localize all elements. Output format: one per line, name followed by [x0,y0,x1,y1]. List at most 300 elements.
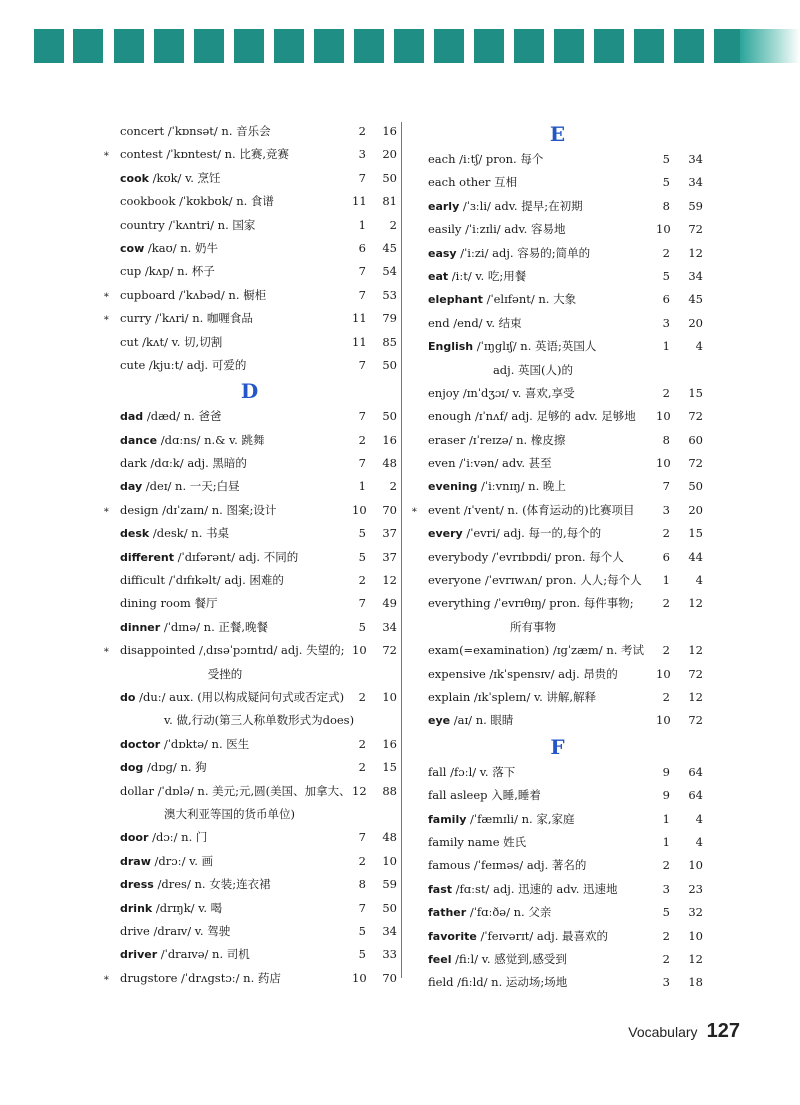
headword: dog [120,761,144,775]
page-ref: 50 [688,479,703,494]
headword: famous [428,858,471,873]
page-ref: 37 [382,526,397,541]
headword: desk [120,527,150,541]
definition: /ɪˈnʌf/ adj. 足够的 adv. 足够地 [471,409,636,424]
page-ref: 12 [382,573,397,588]
definition: /ˈdɒktə/ n. 医生 [160,736,250,751]
vocab-entry [112,826,397,849]
unit-number: 1 [662,339,670,354]
unit-number: 6 [662,549,670,564]
definition: /fɔːl/ v. 落下 [446,764,516,779]
entry-text [428,312,522,335]
definition: /ˌdɪsəˈpɔɪntɪd/ adj. 失望的; [195,643,345,658]
headword: doctor [120,737,161,751]
vocab-entry [103,307,397,330]
section-letter: E [549,122,566,146]
vocab-entry [112,756,397,779]
definition: /fiːld/ n. 运动场;场地 [453,975,568,990]
entry-continuation [420,616,705,639]
entry-text [120,354,246,377]
vocab-entry [420,831,705,854]
headword: design [120,502,159,517]
unit-number: 2 [358,736,366,751]
definition: /dæd/ n. 爸爸 [143,409,222,424]
headword: English [428,340,474,354]
section-letter-row [112,377,397,405]
headword: everything [428,596,491,611]
unit-number: 6 [662,292,670,307]
entry-text [120,943,250,966]
definition: /ˈiːzɪli/ adv. 容易地 [461,222,566,237]
headword: enjoy [428,385,460,400]
headword: father [428,906,467,920]
unit-number: 7 [358,900,366,915]
band-square [314,29,344,63]
vocab-entry [420,592,705,615]
unit-number: 2 [662,643,670,658]
page-ref: 12 [688,596,703,611]
unit-number: 2 [358,124,366,138]
entry-text [428,808,575,831]
entry-text [428,784,541,807]
entry-text [120,897,222,920]
unit-number: 10 [352,643,367,658]
headword: dinner [120,620,161,634]
definition: /ˈkʊkbʊk/ n. 食谱 [175,194,274,209]
vocab-entry [112,475,397,498]
unit-number: 2 [358,689,366,704]
unit-number: 3 [662,975,670,990]
entry-text [120,499,276,522]
vocab-entry [420,925,705,948]
vocab-entry [420,382,705,405]
entry-text [428,429,565,452]
vocab-entry [420,148,705,171]
page-ref: 12 [688,951,703,966]
unit-number: 7 [358,264,366,279]
definition: /ˈkʌri/ n. 咖喱食品 [151,311,253,326]
unit-number: 9 [662,764,670,779]
headword: dining room [120,596,191,611]
definition: /ˈfæmɪli/ n. 家,家庭 [466,811,575,826]
definition: /aɪ/ n. 眼睛 [450,713,514,728]
definition: /ˈfeɪməs/ adj. 著名的 [470,858,587,873]
unit-number: 10 [656,456,671,471]
page-ref: 12 [688,245,703,260]
vocab-entry [112,120,397,143]
definition: /ˈdɪfɪkəlt/ adj. 困难的 [165,573,284,588]
vocab-entry [112,592,397,615]
definition: /ˈevrɪwʌn/ pron. 人人;每个人 [481,573,642,588]
top-decorative-band [0,29,800,63]
unit-number: 1 [358,217,366,232]
definition: 互相 [490,175,518,190]
headword: evening [428,480,478,494]
headword: expensive [428,666,486,681]
page-number: 127 [706,1020,740,1042]
entry-continuation [420,359,705,382]
continuation-text: adj. 英国(人)的 [492,362,574,377]
entry-text [428,265,526,288]
vocab-entry [420,854,705,877]
page-ref: 79 [382,311,397,326]
page-ref: 10 [688,928,703,943]
page-ref: 2 [389,217,397,232]
page-ref: 50 [382,409,397,424]
band-square [114,29,144,63]
vocab-entry [112,733,397,756]
definition: /ˈiːvən/ adv. 甚至 [455,456,552,471]
vocab-entry [420,405,705,428]
page-ref: 50 [382,900,397,915]
definition: 姓氏 [499,834,527,849]
vocab-entry [112,569,397,592]
page-ref: 4 [695,339,703,354]
star-marker-icon: ∗ [103,289,110,301]
page-ref: 54 [382,264,397,279]
entry-text [428,195,583,218]
definition: /ˈdɪfərənt/ adj. 不同的 [174,549,299,564]
page-ref: 49 [382,596,397,611]
headword: different [120,550,174,564]
entry-text [120,475,240,498]
headword: elephant [428,293,483,307]
definition: /ɪnˈdʒɔɪ/ v. 喜欢,享受 [459,385,575,400]
definition: /draɪv/ v. 驾驶 [149,923,231,938]
headword: drink [120,901,153,915]
unit-number: 5 [662,152,670,166]
entry-text [120,569,284,592]
entry-text [428,639,644,662]
entry-text [428,546,624,569]
headword: easily [428,222,462,237]
vocab-entry [112,616,397,639]
entry-text [428,148,543,171]
star-marker-icon: ∗ [103,645,110,657]
definition: /dɑːk/ adj. 黑暗的 [146,456,247,471]
page-ref: 37 [382,549,397,564]
band-square [514,29,544,63]
headword: eraser [428,432,466,447]
band-square [634,29,664,63]
headword: family [428,812,467,826]
unit-number: 10 [656,713,671,728]
page-ref: 33 [382,947,397,962]
definition: /ˈfɑːðə/ n. 父亲 [466,905,552,920]
unit-number: 3 [358,147,366,162]
entry-text [428,475,566,498]
entry-text [120,522,229,545]
headword: eye [428,714,451,728]
star-marker-icon: ∗ [103,149,110,161]
continuation-text: 受挫的 [207,666,243,681]
entry-text [120,967,281,990]
page-ref: 34 [688,175,703,190]
headword: dad [120,410,144,424]
vocab-entry [411,499,705,522]
headword: end [428,315,450,330]
unit-number: 7 [358,357,366,372]
unit-number: 8 [662,198,670,213]
band-square [154,29,184,63]
entry-continuation [112,709,397,732]
headword: event [428,502,461,517]
page-ref: 72 [688,666,703,681]
unit-number: 1 [662,834,670,849]
headword: even [428,456,456,471]
entry-text [428,171,517,194]
unit-number: 5 [662,905,670,920]
definition: /ˈɜːli/ adv. 提早;在初期 [459,198,583,213]
headword: each [428,152,456,166]
definition: /ɪˈvent/ n. (体育运动的)比赛项目 [460,502,635,517]
vocab-entry [112,920,397,943]
definition: /ˈdraɪvə/ n. 司机 [157,947,250,962]
unit-number: 3 [662,315,670,330]
page-ref: 64 [688,788,703,803]
definition: /ɪkˈspleɪn/ v. 讲解,解释 [470,689,597,704]
headword: each other [428,175,491,190]
definition: /ɪˈreɪzə/ n. 橡皮擦 [465,432,566,447]
page-ref: 85 [382,334,397,349]
entry-text [428,709,513,732]
band-square [194,29,224,63]
unit-number: 5 [358,947,366,962]
headword: cup [120,264,142,279]
headword: country [120,217,165,232]
band-square [234,29,264,63]
page-ref: 70 [382,502,397,517]
page-ref: 34 [688,152,703,166]
section-letter-row [420,120,705,148]
vocab-entry [112,405,397,428]
unit-number: 10 [656,409,671,424]
vocab-entry [420,948,705,971]
vocab-entry [112,522,397,545]
vocab-entry [112,943,397,966]
unit-number: 5 [358,526,366,541]
headword: eat [428,269,449,283]
star-marker-icon: ∗ [103,504,110,516]
entry-text [120,120,271,143]
headword: favorite [428,929,477,943]
entry-text [120,405,221,428]
unit-number: 10 [656,222,671,237]
headword: fall asleep [428,788,488,803]
vocab-entry [420,639,705,662]
star-marker-icon: ∗ [411,504,418,516]
headword: day [120,480,143,494]
unit-number: 2 [358,573,366,588]
unit-number: 3 [662,881,670,896]
page-ref: 20 [688,315,703,330]
vocab-entry [112,546,397,569]
page-ref: 34 [688,268,703,283]
vocab-entry [420,808,705,831]
page-ref: 45 [382,240,397,255]
page-ref: 16 [382,736,397,751]
continuation-text: v. 做,行动(第三人称单数形式为does) [164,713,355,728]
definition: 餐厅 [190,596,218,611]
unit-number: 10 [352,502,367,517]
entry-text [428,592,634,615]
definition: /dɑːns/ n.& v. 跳舞 [157,432,265,447]
entry-text [120,143,289,166]
unit-number: 2 [662,385,670,400]
definition: /drɪŋk/ v. 喝 [152,900,223,915]
vocab-entry [420,686,705,709]
headword: curry [120,311,152,326]
definition: /duː/ aux. (用以构成疑问句式或否定式) [135,689,345,704]
page-ref: 4 [695,573,703,588]
page-ref: 15 [688,526,703,541]
page-ref: 15 [382,760,397,775]
entry-continuation [112,663,397,686]
definition: /deɪ/ n. 一天;白昼 [142,479,240,494]
vocab-entry [420,452,705,475]
vocab-entry [420,171,705,194]
entry-text [428,218,565,241]
unit-number: 2 [662,858,670,873]
star-marker-icon: ∗ [103,972,110,984]
page-ref: 48 [382,456,397,471]
vocab-entry [420,195,705,218]
vocab-entry [112,686,397,709]
vocab-entry [112,780,397,803]
vocab-entry [420,475,705,498]
vocab-entry [112,850,397,873]
entry-text [120,756,207,779]
unit-number: 6 [358,240,366,255]
vocab-entry [103,143,397,166]
unit-number: 9 [662,788,670,803]
vocab-entry [420,784,705,807]
band-square [274,29,304,63]
definition: /fiːl/ v. 感觉到,感受到 [451,951,567,966]
unit-number: 2 [662,526,670,541]
entry-text [428,761,515,784]
unit-number: 7 [358,409,366,424]
page-ref: 59 [688,198,703,213]
definition: /ˈkɒnsət/ n. 音乐会 [164,124,271,138]
vocab-entry [112,873,397,896]
page-ref: 53 [382,287,397,302]
band-square [394,29,424,63]
unit-number: 11 [352,194,367,209]
entry-text [120,733,249,756]
page-ref: 88 [382,783,397,798]
unit-number: 7 [358,287,366,302]
vocab-entry [112,167,397,190]
headword: everyone [428,573,482,588]
vocab-entry [420,971,705,994]
definition: /ˈdɪnə/ n. 正餐,晚餐 [160,619,269,634]
entry-text [120,826,207,849]
continuation-text: 所有事物 [510,619,556,634]
entry-text [120,307,253,330]
headword: easy [428,246,457,260]
unit-number: 5 [662,175,670,190]
unit-number: 7 [358,456,366,471]
vocab-entry [112,331,397,354]
headword: field [428,975,454,990]
band-square [674,29,704,63]
entry-text [428,971,567,994]
headword: dark [120,456,147,471]
entry-continuation [112,803,397,826]
headword: dollar [120,783,154,798]
entry-text [120,850,213,873]
entry-text [428,878,618,901]
vocab-entry [420,312,705,335]
vocab-entry [420,569,705,592]
headword: cow [120,241,145,255]
headword: do [120,690,136,704]
unit-number: 10 [352,970,367,985]
definition: /kʊk/ v. 烹饪 [148,170,221,185]
page-ref: 10 [382,689,397,704]
band-square [594,29,624,63]
page-ref: 18 [688,975,703,990]
page-ref: 44 [688,549,703,564]
entry-text [120,616,268,639]
page-ref: 72 [688,222,703,237]
definition: /ˈiːzi/ adj. 容易的;简单的 [456,245,591,260]
headword: fall [428,764,447,779]
page-ref: 60 [688,432,703,447]
page-ref: 4 [695,834,703,849]
vocab-entry [112,429,397,452]
entry-text [120,780,351,803]
page-ref: 45 [688,292,703,307]
vocab-entry [420,709,705,732]
entry-text [120,214,255,237]
entry-text [428,288,576,311]
entry-text [120,639,344,662]
definition: /ɪkˈspensɪv/ adj. 昂贵的 [485,666,618,681]
left-column [103,120,397,990]
page-ref: 34 [382,619,397,634]
headword: cook [120,171,149,185]
headword: cookbook [120,194,176,209]
headword: drugstore [120,970,178,985]
unit-number: 1 [662,573,670,588]
unit-number: 3 [662,502,670,517]
footer-label: Vocabulary [628,1024,698,1040]
headword: early [428,199,460,213]
headword: exam [428,643,460,658]
page-ref: 81 [382,194,397,209]
entry-text [120,873,271,896]
vocab-entry [420,288,705,311]
definition: /dɒg/ n. 狗 [143,760,207,775]
headword: contest [120,147,163,162]
definition: /ˈevri/ adj. 每一的,每个的 [462,526,602,541]
vocab-entry [103,967,397,990]
vocab-entry [420,878,705,901]
unit-number: 7 [358,170,366,185]
page-ref: 34 [382,923,397,938]
definition: /ˈdrʌgstɔː/ n. 药店 [177,970,281,985]
vocab-entry [112,237,397,260]
definition: /ˈɪŋglɪʃ/ n. 英语;英国人 [473,339,597,354]
page-ref: 59 [382,877,397,892]
headword: cute [120,357,146,372]
headword: cut [120,334,139,349]
unit-number: 5 [358,549,366,564]
page-ref: 70 [382,970,397,985]
definition: /dɔː/ n. 门 [148,830,208,845]
